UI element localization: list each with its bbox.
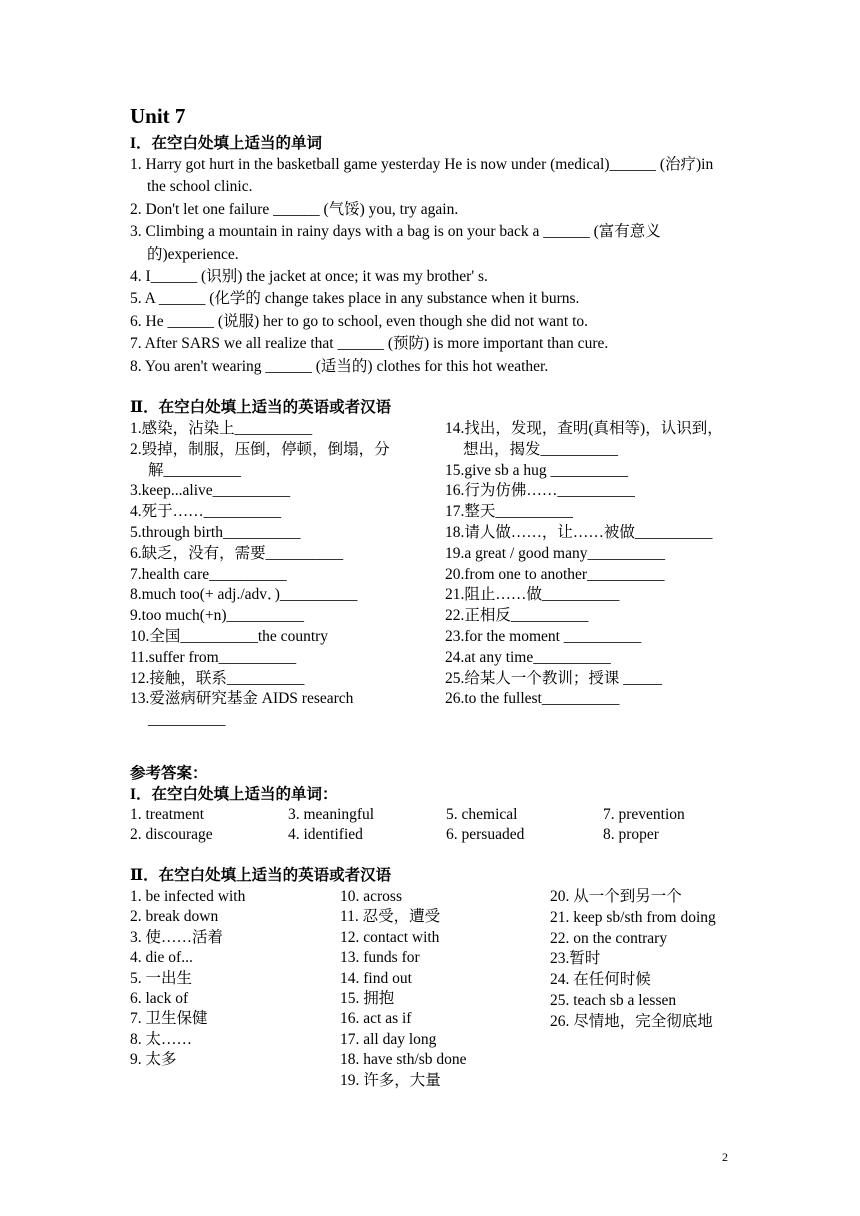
- list-item: 13.爱滋病研究基金 AIDS research __________: [130, 690, 354, 729]
- answers-2-col-1: [130, 887, 245, 1071]
- list-item: 23.for the moment __________: [445, 627, 642, 645]
- list-item: 26.to the fullest__________: [445, 690, 620, 708]
- list-item: 20.from one to another__________: [445, 565, 665, 583]
- list-item: 22.正相反__________: [445, 607, 589, 625]
- answer-item: 16. act as if: [340, 1010, 412, 1028]
- answer-item: 18. have sth/sb done: [340, 1051, 467, 1069]
- list-item: 19.a great / good many__________: [445, 544, 665, 562]
- answer-item: 3. meaningful: [288, 806, 375, 823]
- answers-1-col-4: [603, 805, 685, 846]
- section-2-right-list: [445, 419, 730, 710]
- answer-item: 7. 卫生保健: [130, 1010, 208, 1028]
- answer-item: 14. find out: [340, 969, 412, 987]
- list-item: 25.给某人一个教训；授课 _____: [445, 669, 663, 687]
- list-item: 7. After SARS we all realize that ______ (预防) is more important than cure.: [130, 335, 609, 353]
- answer-item: 4. die of...: [130, 949, 193, 967]
- unit-title: Unit 7: [130, 104, 186, 128]
- answer-item: 5. chemical: [446, 806, 518, 823]
- list-item: 6. He ______ (说服) her to go to school, even though she did not want to.: [130, 312, 589, 330]
- answer-item: 4. identified: [288, 826, 363, 844]
- answer-item: 1. treatment: [130, 806, 205, 823]
- answer-item: 25. teach sb a lessen: [550, 991, 677, 1009]
- answer-item: 10. across: [340, 888, 402, 905]
- answer-item: 8. proper: [603, 826, 659, 844]
- answer-item: 17. all day long: [340, 1030, 437, 1048]
- answer-item: 21. keep sb/sth from doing: [550, 908, 716, 926]
- answers-section-1-heading: I．在空白处填上适当的单词：: [130, 786, 338, 803]
- list-item: 17.整天__________: [445, 503, 573, 521]
- answers-2-col-3: [550, 887, 730, 1033]
- list-item: 14.找出，发现，查明(真相等)，认识到，想出，揭发__________: [445, 420, 723, 458]
- list-item: 5.through birth__________: [130, 523, 301, 541]
- page-number: 2: [722, 1150, 728, 1164]
- list-item: 2.毁掉，制服，压倒，停顿，倒塌，分解__________: [130, 440, 390, 479]
- list-item: 9.too much(+n)__________: [130, 607, 305, 625]
- list-item: 16.行为仿佛……__________: [445, 482, 635, 500]
- list-item: 5. A ______ (化学的 change takes place in any substance when it burns.: [130, 290, 580, 308]
- answer-item: 9. 太多: [130, 1051, 177, 1069]
- list-item: 24.at any time__________: [445, 648, 611, 666]
- answer-item: 7. prevention: [603, 806, 685, 823]
- answer-item: 24. 在任何时候: [550, 971, 651, 989]
- answers-section-2-heading: Ⅱ．在空白处填上适当的英语或者汉语: [130, 867, 392, 884]
- answer-item: 3. 使……活着: [130, 928, 224, 946]
- answer-item: 11. 忍受，遭受: [340, 908, 441, 926]
- list-item: 3. Climbing a mountain in rainy days with a bag is on your back a ______ (富有意义的)experience.: [130, 223, 661, 263]
- answer-item: 8. 太……: [130, 1030, 193, 1048]
- answer-item: 26. 尽情地，完全彻底地: [550, 1012, 713, 1030]
- answer-item: 12. contact with: [340, 928, 440, 946]
- list-item: 1. Harry got hurt in the basketball game yesterday He is now under (medical)______ (治疗)in the school clinic.: [130, 156, 714, 196]
- list-item: 8.much too(+ adj./adv．)__________: [130, 586, 358, 604]
- answer-item: 6. persuaded: [446, 826, 525, 844]
- answer-item: 15. 拥抱: [340, 990, 395, 1008]
- answer-item: 5. 一出生: [130, 969, 193, 987]
- answer-item: 22. on the contrary: [550, 929, 668, 947]
- answer-item: 19. 许多，大量: [340, 1071, 441, 1089]
- list-item: 11.suffer from__________: [130, 648, 297, 666]
- answer-item: 1. be infected with: [130, 888, 246, 905]
- list-item: 4.死于……__________: [130, 503, 282, 521]
- list-item: 2. Don't let one failure ______ (气馁) you, try again.: [130, 200, 459, 218]
- section-1-list: [130, 154, 730, 378]
- answers-1-col-2: [288, 805, 374, 846]
- answer-item: 13. funds for: [340, 949, 420, 967]
- answer-item: 20. 从一个到另一个: [550, 888, 682, 905]
- answers-heading: 参考答案：: [130, 765, 208, 782]
- list-item: 21.阻止……做__________: [445, 586, 620, 604]
- answer-item: 2. discourage: [130, 826, 213, 844]
- list-item: 1.感染，沾染上__________: [130, 420, 313, 437]
- list-item: 10.全国__________the country: [130, 627, 329, 645]
- list-item: 18.请人做……，让……被做__________: [445, 523, 713, 541]
- list-item: 6.缺乏，没有，需要__________: [130, 544, 344, 562]
- section-2-heading: Ⅱ．在空白处填上适当的英语或者汉语: [130, 399, 392, 416]
- list-item: 4. I______ (识别) the jacket at once; it was my brother' s.: [130, 268, 488, 286]
- answers-1-col-1: [130, 805, 213, 846]
- section-1-heading: I．在空白处填上适当的单词: [130, 135, 323, 152]
- section-2-left-list: [130, 419, 402, 731]
- answers-1-col-3: [446, 805, 524, 846]
- answers-2-col-2: [340, 887, 467, 1091]
- list-item: 7.health care__________: [130, 565, 287, 583]
- list-item: 15.give sb a hug __________: [445, 461, 628, 479]
- list-item: 12.接触，联系__________: [130, 669, 305, 687]
- answer-item: 23.暂时: [550, 950, 601, 968]
- list-item: 8. You aren't wearing ______ (适当的) clothes for this hot weather.: [130, 357, 549, 375]
- list-item: 3.keep...alive__________: [130, 482, 291, 500]
- answer-item: 6. lack of: [130, 990, 189, 1008]
- answer-item: 2. break down: [130, 908, 219, 926]
